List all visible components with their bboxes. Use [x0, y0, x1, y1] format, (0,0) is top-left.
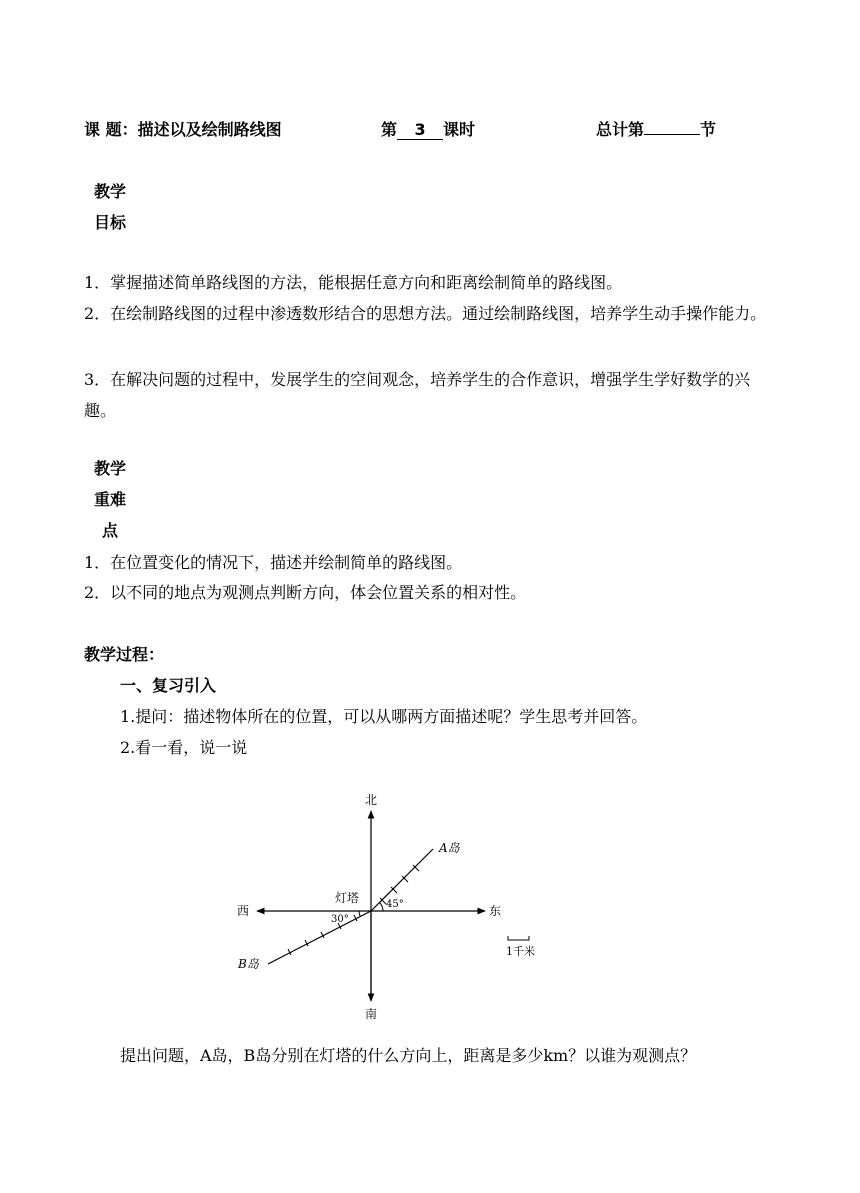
diagram-question: 提出问题，A岛，B岛分别在灯塔的什么方向上，距离是多少km？以谁为观测点？: [120, 1046, 697, 1065]
label-scale: 1千米: [506, 945, 535, 958]
label-west: 西: [237, 904, 250, 918]
scale-bar: [508, 936, 529, 940]
objective-item-3: 3．在解决问题的过程中，发展学生的空间观念，培养学生的合作意识，增强学生学好数学的兴趣。: [84, 370, 751, 420]
total-suffix: 节: [700, 120, 717, 139]
keypoint-item-1: 1．在位置变化的情况下，描述并绘制简单的路线图。: [84, 553, 463, 572]
objective-item-2: 2．在绘制路线图的过程中渗透数形结合的思想方法。通过绘制路线图，培养学生动手操作能力。: [84, 304, 767, 323]
angle-arc-b: [359, 911, 360, 917]
process-title: 教学过程：: [84, 645, 165, 664]
objective-item-1: 1．掌握描述简单路线图的方法，能根据任意方向和距离绘制简单的路线图。: [84, 273, 623, 292]
label-a-island: A岛: [439, 841, 460, 855]
objectives-label-2: 目标: [94, 213, 127, 232]
topic-label: 课 题：: [84, 120, 138, 139]
label-angle-30: 30°: [331, 914, 349, 925]
label-lighthouse: 灯塔: [335, 891, 360, 905]
label-angle-45: 45°: [386, 899, 404, 910]
objectives-label-1: 教学: [94, 182, 127, 201]
keypoints-label-1: 教学: [94, 459, 127, 478]
step-look-and-say: 2.看一看，说一说: [120, 738, 248, 757]
angle-arc-a: [380, 903, 384, 912]
total-prefix: 总计第: [596, 120, 645, 139]
keypoints-label-2: 重难: [94, 490, 127, 509]
label-b-island: B岛: [238, 957, 259, 971]
topic-title: 描述以及绘制路线图: [137, 120, 282, 139]
lesson-number: 3: [397, 121, 443, 140]
keypoint-item-2: 2．以不同的地点为观测点判断方向，体会位置关系的相对性。: [84, 583, 527, 602]
label-south: 南: [365, 1007, 378, 1021]
label-north: 北: [365, 793, 378, 807]
lesson-suffix: 课时: [443, 120, 476, 139]
lesson-prefix: 第: [381, 120, 398, 139]
keypoints-label-3: 点: [102, 521, 119, 540]
step-question: 1.提问：描述物体所在的位置，可以从哪两方面描述呢？学生思考并回答。: [120, 707, 648, 726]
label-east: 东: [489, 904, 502, 918]
section-review-intro: 一、复习引入: [120, 676, 217, 695]
